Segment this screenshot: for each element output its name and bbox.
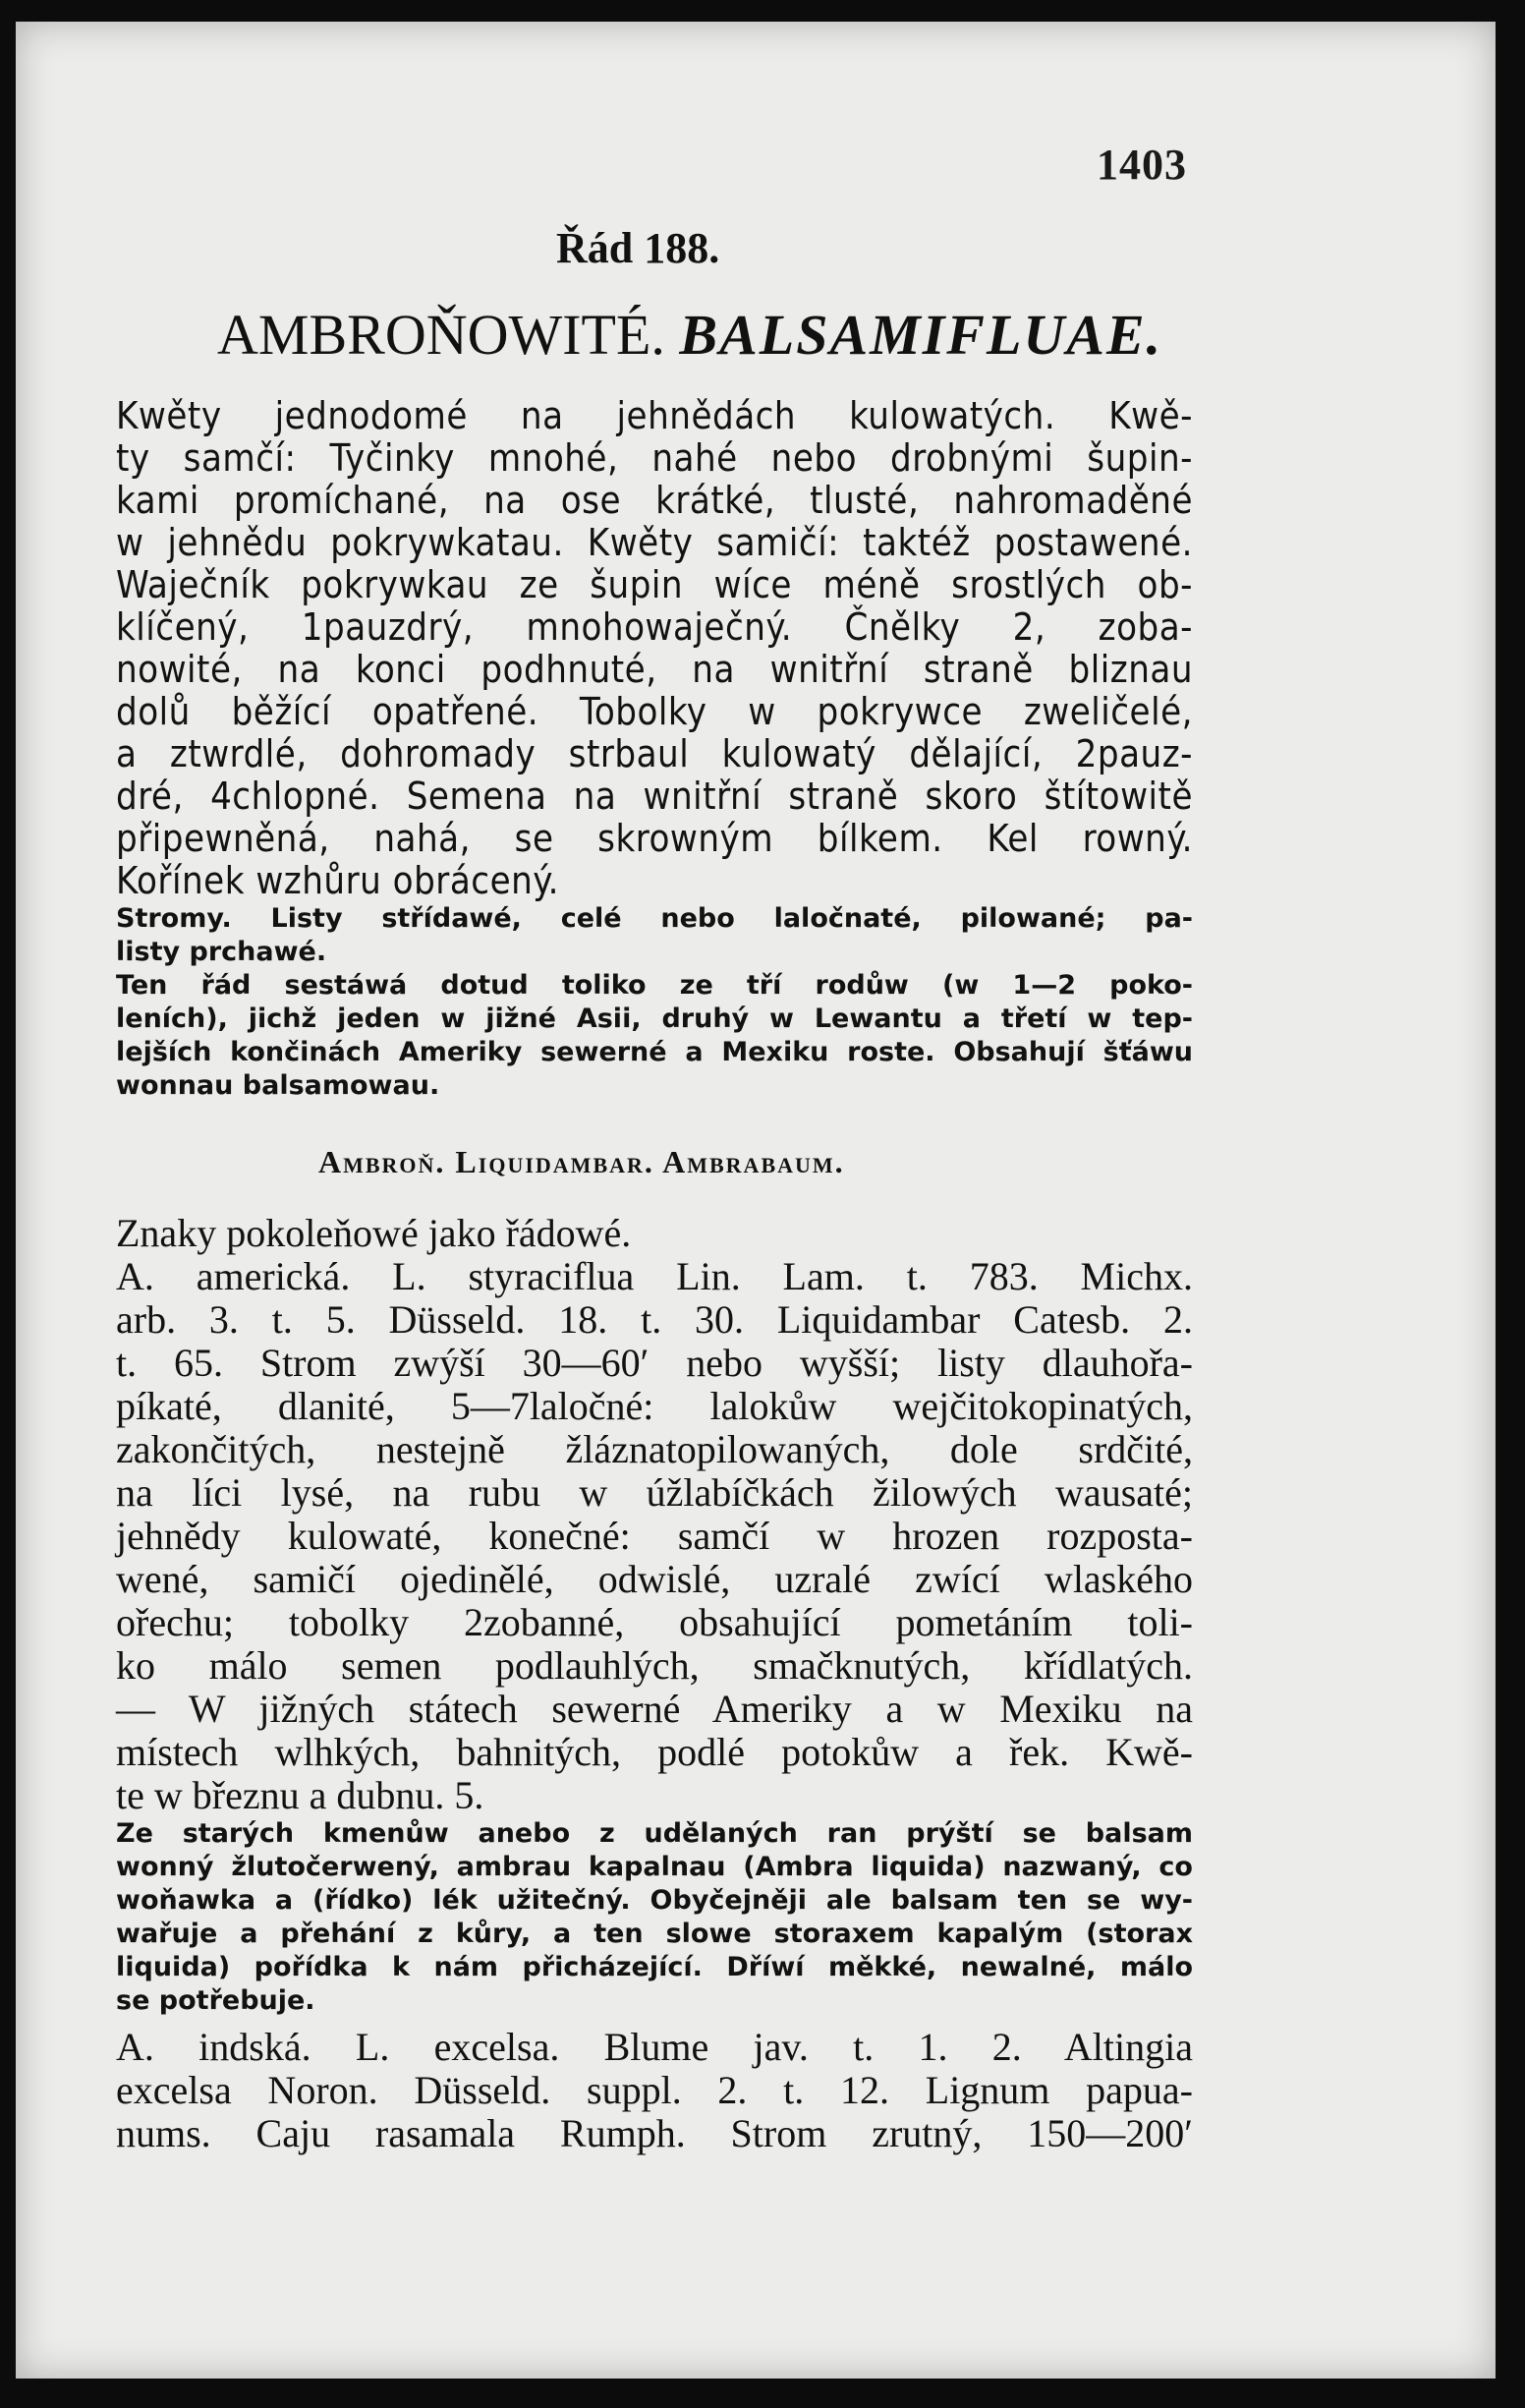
text-line: píkaté, dlanité, 5—7laločné: lalokůw wejčitokopinatých, [116,1384,1193,1428]
text-line: kami promíchané, na ose krátké, tlusté, nahromaděné [116,479,1193,522]
note-line: wonnau balsamowau. [116,1070,440,1101]
species-americka [116,1212,1193,1817]
note-line: Ze starých kmenůw anebo z udělaných ran prýští se balsam [116,1818,1193,1849]
note-line: lejších končinách Ameriky sewerné a Mexiku roste. Obsahují šťáwu [116,1037,1193,1067]
text-line: Waječník pokrywkau ze šupin wíce méně srostlých ob- [116,563,1193,606]
text-line: — W jižných státech sewerné Ameriky a w Mexiku na [116,1687,1193,1731]
note-line: Ten řád sestáwá dotud toliko ze tří rodůw (w 1—2 poko- [116,970,1193,1001]
text-line: zakončitých, nestejně žláznatopilowaných, dole srdčité, [116,1427,1193,1471]
text-line: Znaky pokoleňowé jako řádowé. [116,1211,632,1255]
family-czech-name: AMBROŇOWITÉ. [217,303,665,367]
text-line: dré, 4chlopné. Semena na wnitřní straně skoro štítowitě [116,774,1193,818]
text-line: t. 65. Strom zwýší 30—60′ nebo wyšší; listy dlauhořa- [116,1341,1193,1385]
text-line: ty samčí: Tyčinky mnohé, nahé nebo drobnými šupin- [116,436,1193,480]
text-line: dolů běžící opatřené. Tobolky w pokrywce zweličelé, [116,690,1193,733]
family-heading [217,302,1162,368]
genus-heading: Ambroň. Liquidambar. Ambrabaum. [318,1144,845,1179]
text-line: excelsa Noron. Düsseld. suppl. 2. t. 12. Lignum papua- [116,2068,1193,2112]
order-description [116,395,1193,902]
species-indska [116,2026,1193,2155]
note-line: Stromy. Listy střídawé, celé nebo laločnaté, pilowané; pa- [116,903,1193,934]
note-line: woňawka a (řídko) lék užitečný. Obyčejněji ale balsam ten se wy- [116,1885,1193,1916]
text-line: ko málo semen podlauhlých, smačknutých, křídlatých. [116,1643,1193,1688]
text-line: te w březnu a dubnu. 5. [116,1773,484,1817]
text-line: Kwěty jednodomé na jehnědách kulowatých. Kwě- [116,394,1193,437]
text-line: nums. Caju rasamala Rumph. Strom zrutný, 150—200′ [116,2111,1193,2155]
family-latin-name: BALSAMIFLUAE. [679,303,1163,367]
note-line: listy prchawé. [116,937,327,967]
species-americka-note [116,1817,1193,2018]
note-line: leních), jichž jeden w jižné Asii, druhý w Lewantu a třetí w tep- [116,1003,1193,1034]
text-line: připewněná, nahá, se skrowným bílkem. Kel rowný. [116,817,1193,860]
text-line: wené, samičí ojedinělé, odwislé, uzralé zwící wlaského [116,1557,1193,1601]
text-line: místech wlhkých, bahnitých, podlé potokůw a řek. Kwě- [116,1730,1193,1774]
order-heading: Řád 188. [556,224,720,272]
text-line: nowité, na konci podhnuté, na wnitřní straně bliznau [116,648,1193,691]
note-line: se potřebuje. [116,1985,315,2016]
text-line: arb. 3. t. 5. Düsseld. 18. t. 30. Liquidambar Catesb. 2. [116,1297,1193,1342]
note-line: wonný žlutočerwený, ambrau kapalnau (Ambra liquida) nazwaný, co [116,1852,1193,1882]
text-line: a ztwrdlé, dohromady strbaul kulowatý dělající, 2pauz- [116,732,1193,775]
order-note [116,902,1193,1103]
text-line: jehnědy kulowaté, konečné: samčí w hrozen rozposta- [116,1514,1193,1558]
text-line: A. indská. L. excelsa. Blume jav. t. 1. 2. Altingia [116,2025,1193,2069]
note-line: wařuje a přehání z kůry, a ten slowe storaxem kapalým (storax [116,1919,1193,1949]
note-line: liquida) pořídka k nám přicházející. Dříwí měkké, newalné, málo [116,1952,1193,1982]
text-line: klíčený, 1pauzdrý, mnohowaječný. Čnělky 2, zoba- [116,605,1193,649]
page-body [116,395,1193,2155]
text-line: ořechu; tobolky 2zobanné, obsahující pometáním toli- [116,1600,1193,1644]
book-page [16,22,1496,2379]
text-line: Kořínek wzhůru obrácený. [116,859,559,902]
text-line: na líci lysé, na rubu w úžlabíčkách žilowých wausaté; [116,1470,1193,1515]
page-number: 1403 [1097,141,1187,189]
text-line: A. americká. L. styraciflua Lin. Lam. t. 783. Michx. [116,1254,1193,1298]
text-line: w jehnědu pokrywkatau. Kwěty samičí: taktéž postawené. [116,521,1193,564]
